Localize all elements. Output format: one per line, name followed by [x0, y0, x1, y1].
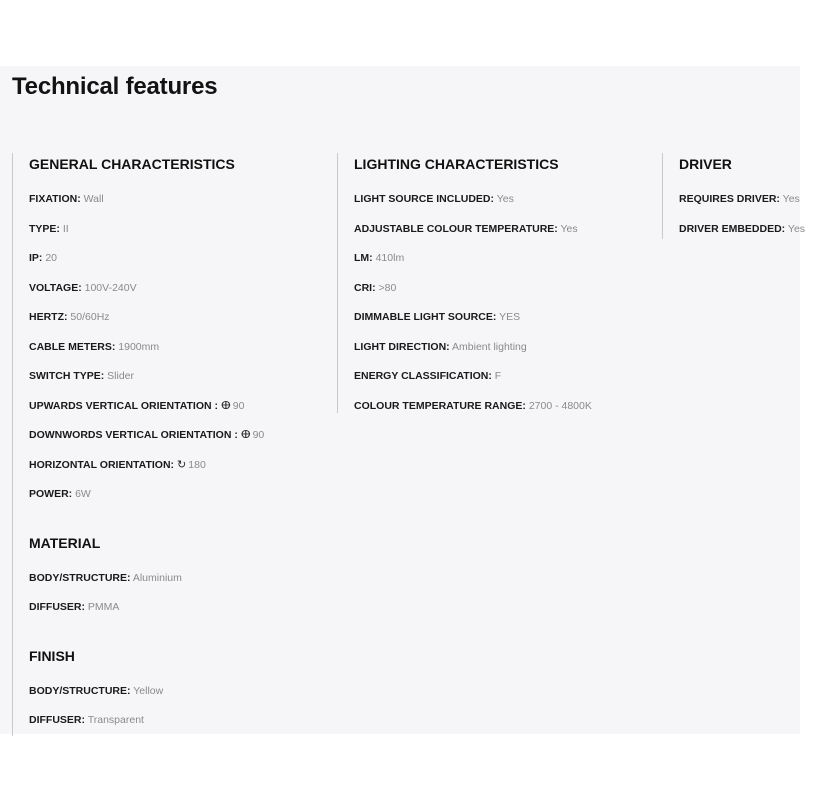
- spec-value: 100V-240V: [84, 281, 137, 294]
- spec-value: 20: [45, 252, 58, 264]
- spec-value: PMMA: [87, 601, 120, 613]
- spec-row: [354, 244, 654, 274]
- spec-label: BODY/STRUCTURE:: [29, 684, 131, 697]
- spec-value: 180: [188, 458, 206, 471]
- driver-section: [679, 153, 815, 244]
- spec-row: [29, 215, 329, 245]
- spec-row: [354, 274, 654, 304]
- spec-value: 90: [252, 429, 265, 441]
- spec-row: [29, 677, 329, 707]
- horizontal-rotation-icon: ↻: [177, 458, 187, 471]
- lighting-column: [337, 153, 654, 413]
- finish-section: [29, 645, 329, 736]
- spec-label: POWER:: [29, 488, 73, 500]
- spec-value: 2700 - 4800K: [528, 399, 592, 412]
- spec-label: DIFFUSER:: [29, 714, 85, 726]
- lighting-characteristics-title: LIGHTING CHARACTERISTICS: [354, 156, 559, 172]
- spec-label: UPWARDS VERTICAL ORIENTATION :: [29, 399, 218, 412]
- spec-value: Yes: [560, 222, 578, 235]
- spec-label: DIMMABLE LIGHT SOURCE:: [354, 311, 497, 323]
- spec-label: DOWNWORDS VERTICAL ORIENTATION :: [29, 429, 238, 441]
- spec-value: Yes: [787, 222, 806, 235]
- spec-label: REQUIRES DRIVER:: [679, 193, 780, 205]
- vertical-rotation-icon: ⴲ: [221, 399, 231, 412]
- spec-value: YES: [499, 311, 521, 323]
- technical-features-panel: [0, 66, 806, 734]
- spec-row: [354, 333, 654, 363]
- spec-label: CRI:: [354, 281, 376, 294]
- material-title: MATERIAL: [29, 534, 101, 551]
- spec-row: [29, 421, 329, 451]
- spec-row: [29, 185, 329, 215]
- material-list: [29, 564, 329, 623]
- driver-list: [679, 185, 815, 244]
- spec-row: [354, 303, 654, 333]
- spec-label: VOLTAGE:: [29, 281, 82, 294]
- spec-value: Ambient lighting: [452, 340, 527, 353]
- spec-label: HERTZ:: [29, 311, 68, 323]
- spec-row: [354, 392, 654, 422]
- spec-row: [29, 362, 329, 392]
- spec-value: >80: [378, 281, 397, 294]
- material-section: [29, 532, 329, 623]
- general-characteristics-section: [29, 153, 329, 510]
- finish-list: [29, 677, 329, 736]
- spec-label: CABLE METERS:: [29, 340, 116, 353]
- spec-label: COLOUR TEMPERATURE RANGE:: [354, 399, 526, 412]
- spec-row: [29, 303, 329, 333]
- spec-row: [29, 333, 329, 363]
- spec-row: [354, 215, 654, 245]
- spec-label: SWITCH TYPE:: [29, 370, 105, 382]
- spec-row: [29, 392, 329, 422]
- spec-label: BODY/STRUCTURE:: [29, 571, 131, 584]
- spec-value: Yellow: [133, 684, 164, 697]
- lighting-characteristics-section: [354, 153, 654, 421]
- spec-label: DIFFUSER:: [29, 601, 85, 613]
- spec-label: IP:: [29, 252, 43, 264]
- spec-value: 6W: [75, 488, 91, 500]
- spec-value: Wall: [83, 193, 104, 205]
- spec-label: TYPE:: [29, 222, 60, 235]
- spec-value: 410lm: [375, 252, 405, 264]
- general-characteristics-list: [29, 185, 329, 510]
- spec-row: [29, 564, 329, 594]
- spec-label: ENERGY CLASSIFICATION:: [354, 370, 492, 382]
- spec-value: 1900mm: [118, 340, 160, 353]
- spec-value: Slider: [107, 370, 135, 382]
- spec-row: [29, 274, 329, 304]
- spec-row: [679, 215, 815, 245]
- lighting-characteristics-list: [354, 185, 654, 421]
- spec-row: [354, 185, 654, 215]
- spec-row: [29, 593, 329, 623]
- driver-title: DRIVER: [679, 156, 732, 172]
- finish-title: FINISH: [29, 647, 75, 664]
- spec-label: FIXATION:: [29, 193, 81, 205]
- spec-value: II: [62, 222, 69, 235]
- spec-value: Aluminium: [132, 571, 182, 584]
- vertical-rotation-icon: ⴲ: [240, 429, 251, 441]
- spec-value: 50/60Hz: [70, 311, 110, 323]
- spec-value: 90: [232, 399, 245, 412]
- spec-label: ADJUSTABLE COLOUR TEMPERATURE:: [354, 222, 558, 235]
- driver-column: [662, 153, 815, 239]
- spec-row: [29, 480, 329, 510]
- spec-label: LIGHT SOURCE INCLUDED:: [354, 193, 494, 205]
- general-characteristics-title: GENERAL CHARACTERISTICS: [29, 156, 235, 172]
- spec-row: [679, 185, 815, 215]
- spec-value: Yes: [782, 193, 800, 205]
- general-column: [12, 153, 329, 736]
- spec-value: Transparent: [87, 714, 144, 726]
- spec-row: [29, 451, 329, 481]
- spec-label: DRIVER EMBEDDED:: [679, 222, 786, 235]
- spec-label: LIGHT DIRECTION:: [354, 340, 450, 353]
- spec-label: LM:: [354, 252, 373, 264]
- spec-row: [29, 706, 329, 736]
- spec-value: F: [494, 370, 502, 382]
- page-title: Technical features: [12, 73, 218, 100]
- spec-value: Yes: [496, 193, 514, 205]
- spec-row: [354, 362, 654, 392]
- spec-label: HORIZONTAL ORIENTATION:: [29, 458, 175, 471]
- spec-row: [29, 244, 329, 274]
